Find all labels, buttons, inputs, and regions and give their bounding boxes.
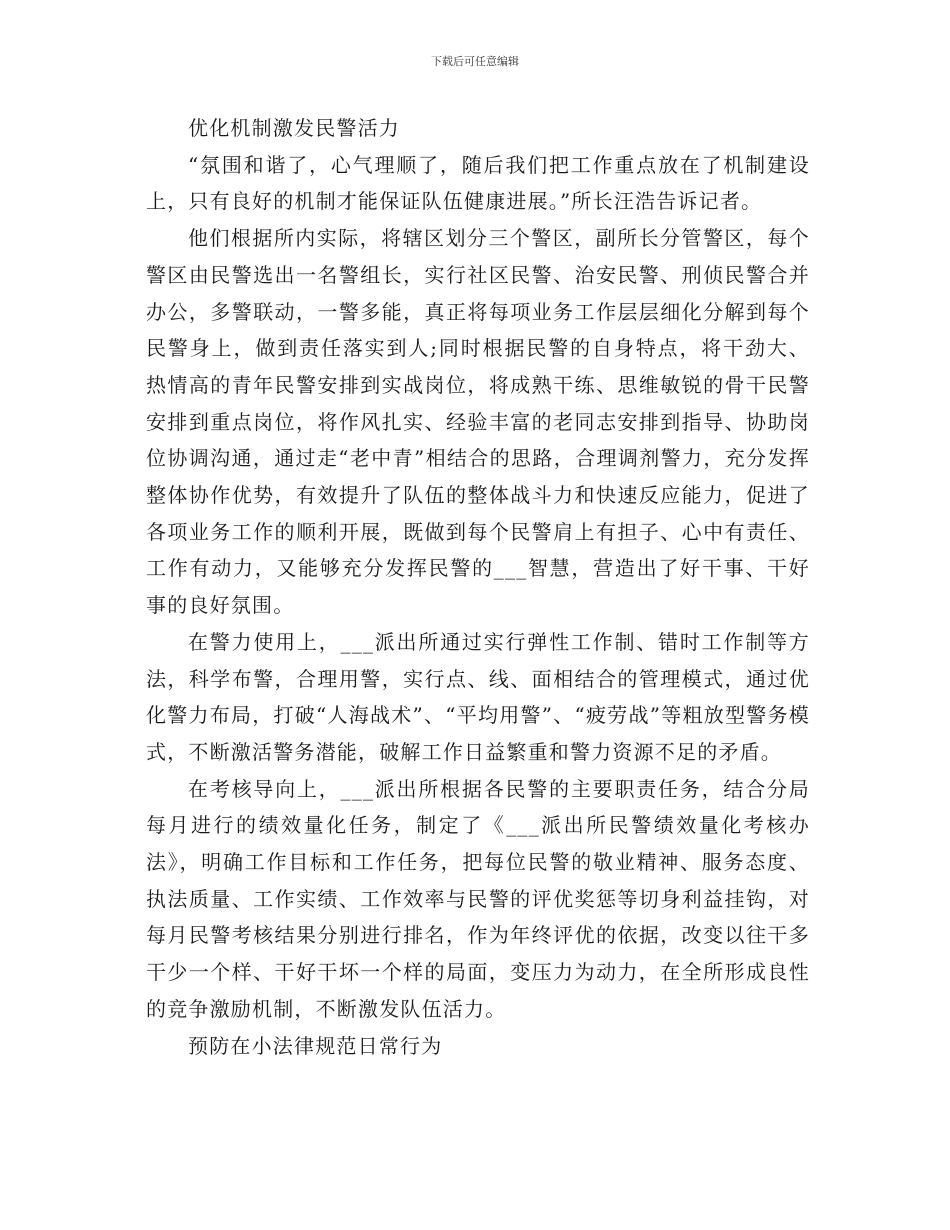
section-heading-prevention: 预防在小法律规范日常行为 bbox=[188, 1033, 443, 1058]
page-header-note: 下载后可任意编辑 bbox=[431, 55, 519, 68]
body-paragraph: 他们根据所内实际，将辖区划分三个警区，副所长分管警区，每个警区由民警选出一名警组长，实行社区民警、治安民警、刑侦民警合并办公，多警联动，一警多能，真正将每项业务工作层层细化分解到每个民警身上，做到责任落实到人;同时根据民警的自身特点，将干劲大、热情高的青年民警安排到实战岗位，将成熟干练、思维敏锐的骨干民警安排到重点岗位，将作风扎实、经验丰富的老同志安排到指导、协助岗位协调沟通，通过走“老中青”相结合的思路，合理调剂警力，充分发挥整体协作优势，有效提升了队伍的整体战斗力和快速反应能力，促进了各项业务工作的顺利开展，既做到每个民警肩上有担子、心中有责任、工作有动力，又能够充分发挥民警的___智慧，营造出了好干事、干好事的良好氛围。 bbox=[146, 226, 810, 618]
body-paragraph: 在警力使用上，___派出所通过实行弹性工作制、错时工作制等方法，科学布警，合理用警，实行点、线、面相结合的管理模式，通过优化警力布局，打破“人海战术”、“平均用警”、“疲劳战”等粗放型警务模式，不断激活警务潜能，破解工作日益繁重和警力资源不足的矛盾。 bbox=[146, 629, 810, 764]
document-body bbox=[146, 110, 810, 1064]
section-heading-mechanism: 优化机制激发民警活力 bbox=[188, 116, 400, 140]
body-paragraph: 在考核导向上，___派出所根据各民警的主要职责任务，结合分局每月进行的绩效量化任务，制定了《___派出所民警绩效量化考核办法》，明确工作目标和工作任务，把每位民警的敬业精神、服务态度、执法质量、工作实绩、工作效率与民警的评优奖惩等切身利益挂钩，对每月民警考核结果分别进行排名，作为年终评优的依据，改变以往干多干少一个样、干好干坏一个样的局面，变压力为动力，在全所形成良性的竞争激励机制，不断激发队伍活力。 bbox=[146, 776, 810, 1021]
body-paragraph: “氛围和谐了，心气理顺了，随后我们把工作重点放在了机制建设上，只有良好的机制才能保证队伍健康进展。”所长汪浩告诉记者。 bbox=[146, 152, 810, 214]
